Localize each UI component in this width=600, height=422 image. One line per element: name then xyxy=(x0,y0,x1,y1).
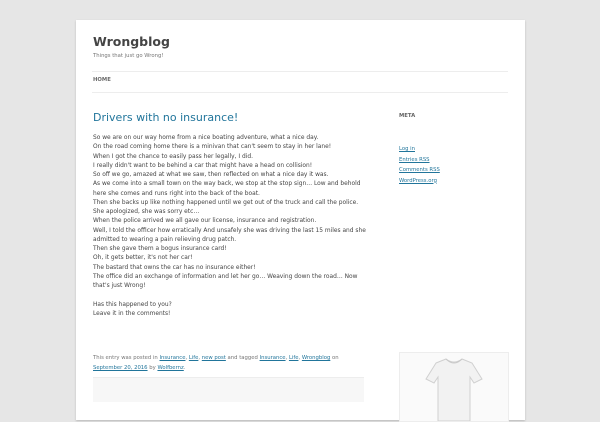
tag-link-wrongblog[interactable]: Wrongblog xyxy=(301,355,331,361)
list-item xyxy=(399,146,440,163)
nav-item-home[interactable]: HOME xyxy=(93,77,111,83)
content-line: As we come into a small town on the way back, we stop at the stop sign… Low and behold xyxy=(93,181,361,188)
tag-link-life[interactable]: Life xyxy=(288,355,299,361)
content-line: that's just Wrong! xyxy=(93,283,146,289)
entries-rss-link[interactable]: Entries RSS xyxy=(399,156,430,163)
wordpress-org-link[interactable]: WordPress.org xyxy=(399,177,437,184)
paragraph-gap xyxy=(93,291,369,300)
sidebar-product-image[interactable] xyxy=(399,352,509,422)
post-date-link[interactable]: September 20, 2016 xyxy=(93,365,148,371)
category-link-insurance[interactable]: Insurance xyxy=(159,355,186,361)
meta-posted-in: This entry was posted in xyxy=(93,355,158,361)
post-content xyxy=(93,134,369,319)
author-link[interactable]: Wolfbernz xyxy=(157,365,184,371)
login-link[interactable]: Log in xyxy=(399,146,415,152)
content-line: So we are on our way home from a nice boating adventure, what a nice day. xyxy=(93,135,319,141)
content-line: Has this happened to you? xyxy=(93,301,172,308)
list-item xyxy=(399,167,440,184)
tshirt-icon xyxy=(400,353,508,421)
meta-by: by xyxy=(149,365,156,371)
content-line: The office did an exchange of information and let her go… Weaving down the road… Now xyxy=(93,273,358,280)
content-line: Then she gave them a bogus insurance card! xyxy=(93,246,227,252)
page-container xyxy=(76,20,525,420)
widget-title-meta: META xyxy=(399,113,416,119)
content-line: Well, I told the officer how erratically And unsafely she was driving the last 15 miles and she xyxy=(93,227,366,234)
content-line: The bastard that owns the car has no insurance either! xyxy=(93,264,256,271)
main-navigation xyxy=(92,71,508,93)
content-line: admitted to wearing a pain relieving drug patch. xyxy=(93,236,237,243)
meta-widget-list xyxy=(399,135,440,184)
site-title[interactable]: Wrongblog xyxy=(93,34,170,49)
category-link-new-post[interactable]: new post xyxy=(201,355,226,361)
content-line: When the police arrived we all gave our license, insurance and registration. xyxy=(93,218,317,225)
site-tagline: Things that just go Wrong! xyxy=(93,53,164,59)
content-line: She apologized, she was sorry etc… xyxy=(93,209,200,215)
post-title[interactable]: Drivers with no insurance! xyxy=(93,111,239,124)
content-line: Oh, it gets better, it's not her car! xyxy=(93,255,193,262)
meta-and-tagged: and tagged xyxy=(227,355,258,361)
content-line: I really didn't want to be behind a car that might have a head on collision! xyxy=(93,162,313,169)
content-line: When I got the chance to easily pass her legally, I did. xyxy=(93,153,253,160)
content-line: Leave it in the comments! xyxy=(93,310,171,317)
tag-link-insurance[interactable]: Insurance xyxy=(259,355,286,361)
category-link-life[interactable]: Life xyxy=(188,355,199,361)
content-line: So off we go, amazed at what we saw, then reflected on what a nice day it was. xyxy=(93,172,329,178)
entry-meta: This entry was posted in Insurance, Life, new post and tagged Insurance, Life, Wrongblog on September 20, 2016 by Wolfbernz. xyxy=(93,355,339,371)
list-item xyxy=(399,156,440,173)
comments-rss-link[interactable]: Comments RSS xyxy=(399,167,440,173)
content-line: here she comes and runs right into the back of the boat. xyxy=(93,190,260,197)
list-item xyxy=(399,135,440,152)
meta-on: on xyxy=(332,355,339,361)
content-line: On the road coming home there is a minivan that can't seem to stay in her lane! xyxy=(93,144,332,151)
content-line: Then she backs up like nothing happened until we get out of the truck and call the police. xyxy=(93,199,359,206)
author-info-box xyxy=(93,377,364,402)
